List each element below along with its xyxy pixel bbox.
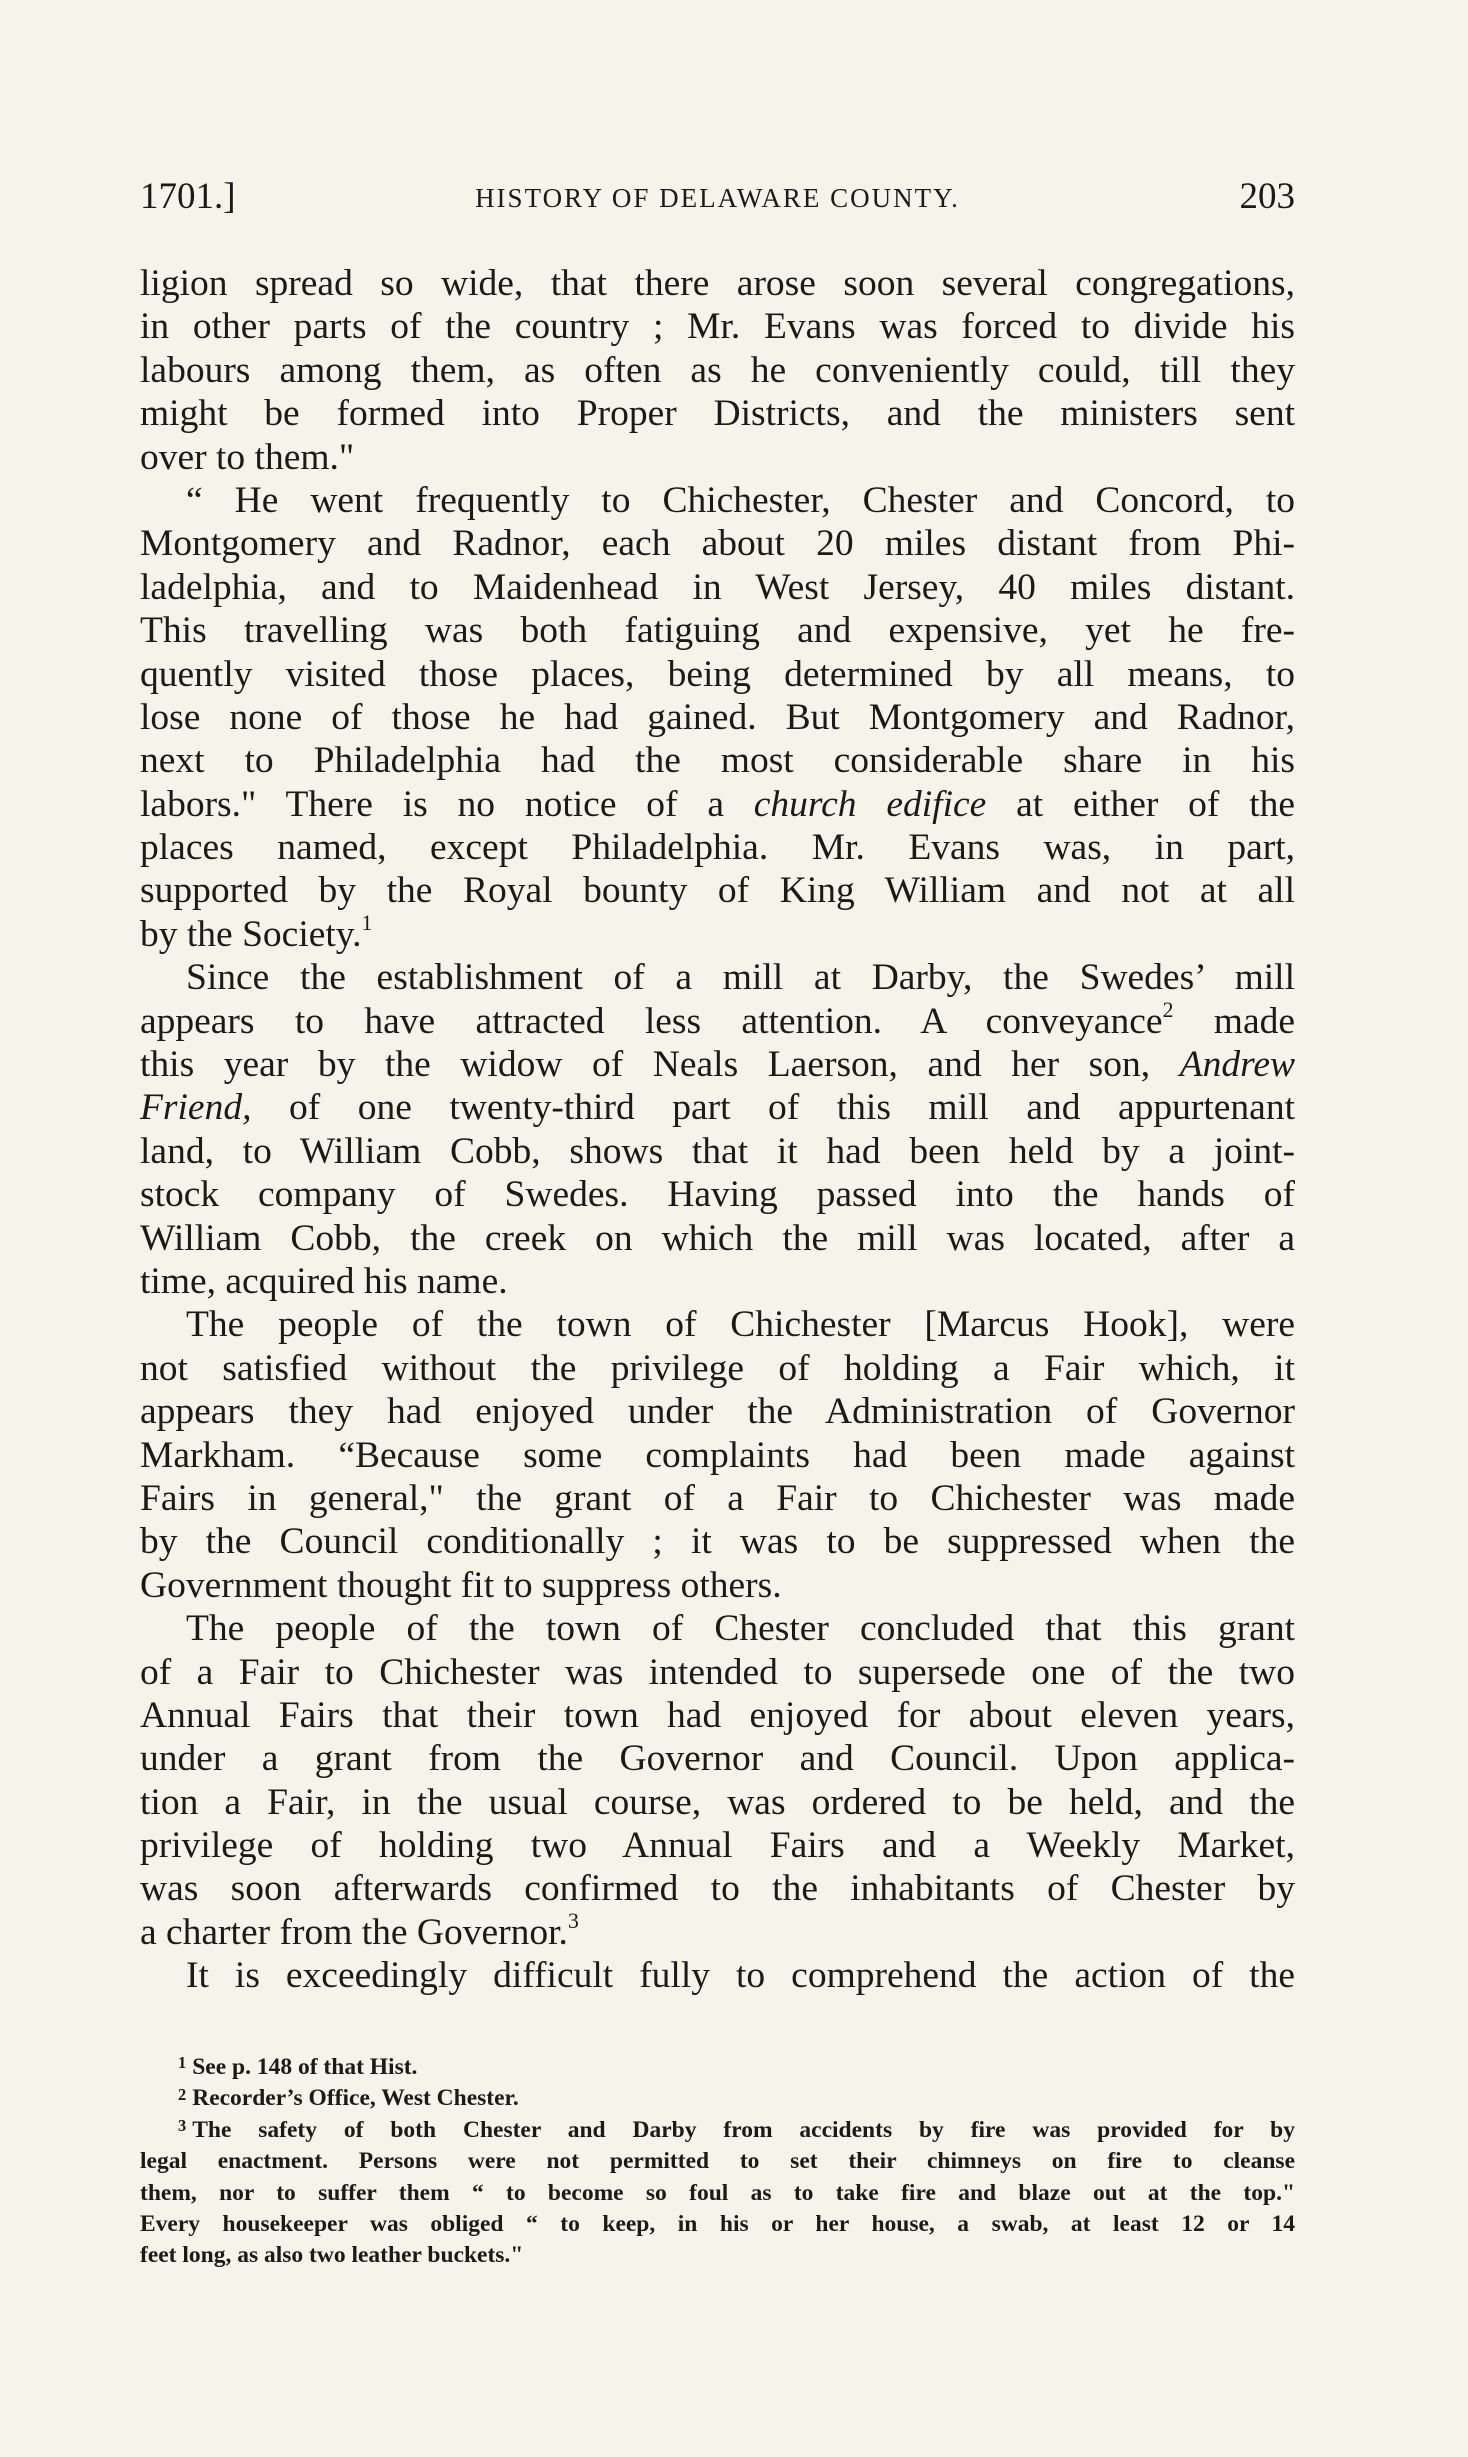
text-line: lose none of those he had gained. But Montgomery and Radnor, [140, 696, 1295, 738]
text-run: of one twenty-third part of this mill and appurtenant [288, 1087, 1295, 1129]
running-header [140, 175, 1295, 225]
text-line: over to them." [140, 436, 355, 478]
text-line: supported by the Royal bounty of King William and not at all [140, 870, 1295, 912]
footnote-continuation: them, nor to suffer them “ to become so foul as to take fire and blaze out at the top." [140, 2179, 1295, 2206]
text-line: “ He went frequently to Chichester, Chester and Concord, to [186, 479, 1295, 521]
footnotes [140, 2052, 1295, 2272]
footnote [140, 2052, 1295, 2083]
footnote [140, 2083, 1295, 2114]
body-text [140, 262, 1295, 1998]
header-year: 1701.] [140, 176, 236, 217]
footnote-continuation: legal enactment. Persons were not permitted to set their chimneys on fire to cleanse [140, 2148, 1295, 2175]
text-run: at either of the [1016, 783, 1296, 825]
italic-text-run: church edifice [753, 783, 987, 825]
text-run: appears to have attracted less attention. A conveyance [140, 1000, 1163, 1042]
text-line: William Cobb, the creek on which the mill was located, after a [140, 1217, 1295, 1259]
text-line: not satisfied without the privilege of holding a Fair which, it [140, 1347, 1295, 1389]
footnote-marker: 3 [178, 2116, 187, 2136]
text-run: this year by the widow of Neals Laerson, and her son, [140, 1044, 1151, 1086]
footnote-reference: 2 [1162, 997, 1174, 1022]
text-line: places named, except Philadelphia. Mr. Evans was, in part, [140, 827, 1295, 869]
text-line: of a Fair to Chichester was intended to supersede one of the two [140, 1651, 1295, 1693]
text-line: was soon afterwards confirmed to the inhabitants of Chester by [140, 1868, 1295, 1910]
footnote-reference: 1 [361, 911, 373, 936]
footnote-text: Recorder’s Office, West Chester. [192, 2085, 519, 2112]
text-line: Government thought fit to suppress others. [140, 1564, 782, 1606]
text-line: quently visited those places, being determined by all means, to [140, 653, 1295, 695]
text-line: by the Council conditionally ; it was to be suppressed when the [140, 1521, 1295, 1563]
text-run: made [1213, 1000, 1296, 1042]
text-line: time, acquired his name. [140, 1260, 508, 1302]
text-line [140, 913, 1295, 956]
text-line: The people of the town of Chester concluded that this grant [186, 1608, 1295, 1650]
text-line: This travelling was both fatiguing and expensive, yet he fre- [140, 610, 1295, 652]
text-line: next to Philadelphia had the most considerable share in his [140, 740, 1295, 782]
running-title: HISTORY OF DELAWARE COUNTY. [475, 183, 960, 213]
text-line: might be formed into Proper Districts, and the ministers sent [140, 393, 1295, 435]
text-line: tion a Fair, in the usual course, was ordered to be held, and the [140, 1781, 1295, 1823]
text-line [140, 997, 1296, 1043]
footnote-marker: 2 [178, 2084, 187, 2104]
text-line: The people of the town of Chichester [Marcus Hook], were [186, 1304, 1295, 1346]
text-line: land, to William Cobb, shows that it had been held by a joint- [140, 1130, 1295, 1172]
text-line: Montgomery and Radnor, each about 20 miles distant from Phi- [140, 523, 1295, 565]
text-line: in other parts of the country ; Mr. Evans was forced to divide his [140, 306, 1295, 348]
page-number: 203 [1239, 176, 1295, 217]
text-line: Since the establishment of a mill at Darby, the Swedes’ mill [186, 957, 1295, 999]
footnote-text: See p. 148 of that Hist. [192, 2054, 418, 2080]
text-line [140, 1911, 1295, 1954]
footnote-continuation: feet long, as also two leather buckets." [140, 2242, 524, 2269]
text-line: Annual Fairs that their town had enjoyed for about eleven years, [140, 1694, 1295, 1736]
italic-text-run: Andrew [1179, 1044, 1295, 1086]
text-line [140, 1043, 1295, 1086]
footnote-continuation: Every housekeeper was obliged “ to keep, in his or her house, a swab, at least 12 or 14 [140, 2210, 1295, 2237]
text-line: labours among them, as often as he conveniently could, till they [140, 349, 1295, 391]
text-line [140, 1086, 1295, 1129]
italic-text-run: Friend, [140, 1087, 252, 1129]
text-line: Markham. “Because some complaints had been made against [140, 1434, 1295, 1476]
text-line: privilege of holding two Annual Fairs and a Weekly Market, [140, 1825, 1295, 1867]
text-run: labors." There is no notice of a [140, 783, 724, 825]
text-line: ligion spread so wide, that there arose soon several congregations, [140, 263, 1295, 304]
text-run: by the Society. [140, 913, 362, 955]
footnote-reference: 3 [567, 1909, 579, 1934]
text-line: It is exceedingly difficult fully to comprehend the action of the [186, 1955, 1295, 1997]
text-line: under a grant from the Governor and Council. Upon applica- [140, 1738, 1295, 1780]
text-line: appears they had enjoyed under the Administration of Governor [140, 1391, 1295, 1433]
footnote [140, 2115, 1295, 2146]
text-line [140, 783, 1295, 826]
footnote-marker: 1 [178, 2053, 187, 2073]
text-run: a charter from the Governor. [140, 1911, 568, 1953]
footnote-text: The safety of both Chester and Darby from accidents by fire was provided for by [192, 2116, 1295, 2143]
text-line: Fairs in general," the grant of a Fair to Chichester was made [140, 1477, 1295, 1519]
text-line: stock company of Swedes. Having passed into the hands of [140, 1174, 1295, 1216]
text-line: ladelphia, and to Maidenhead in West Jersey, 40 miles distant. [140, 566, 1295, 608]
